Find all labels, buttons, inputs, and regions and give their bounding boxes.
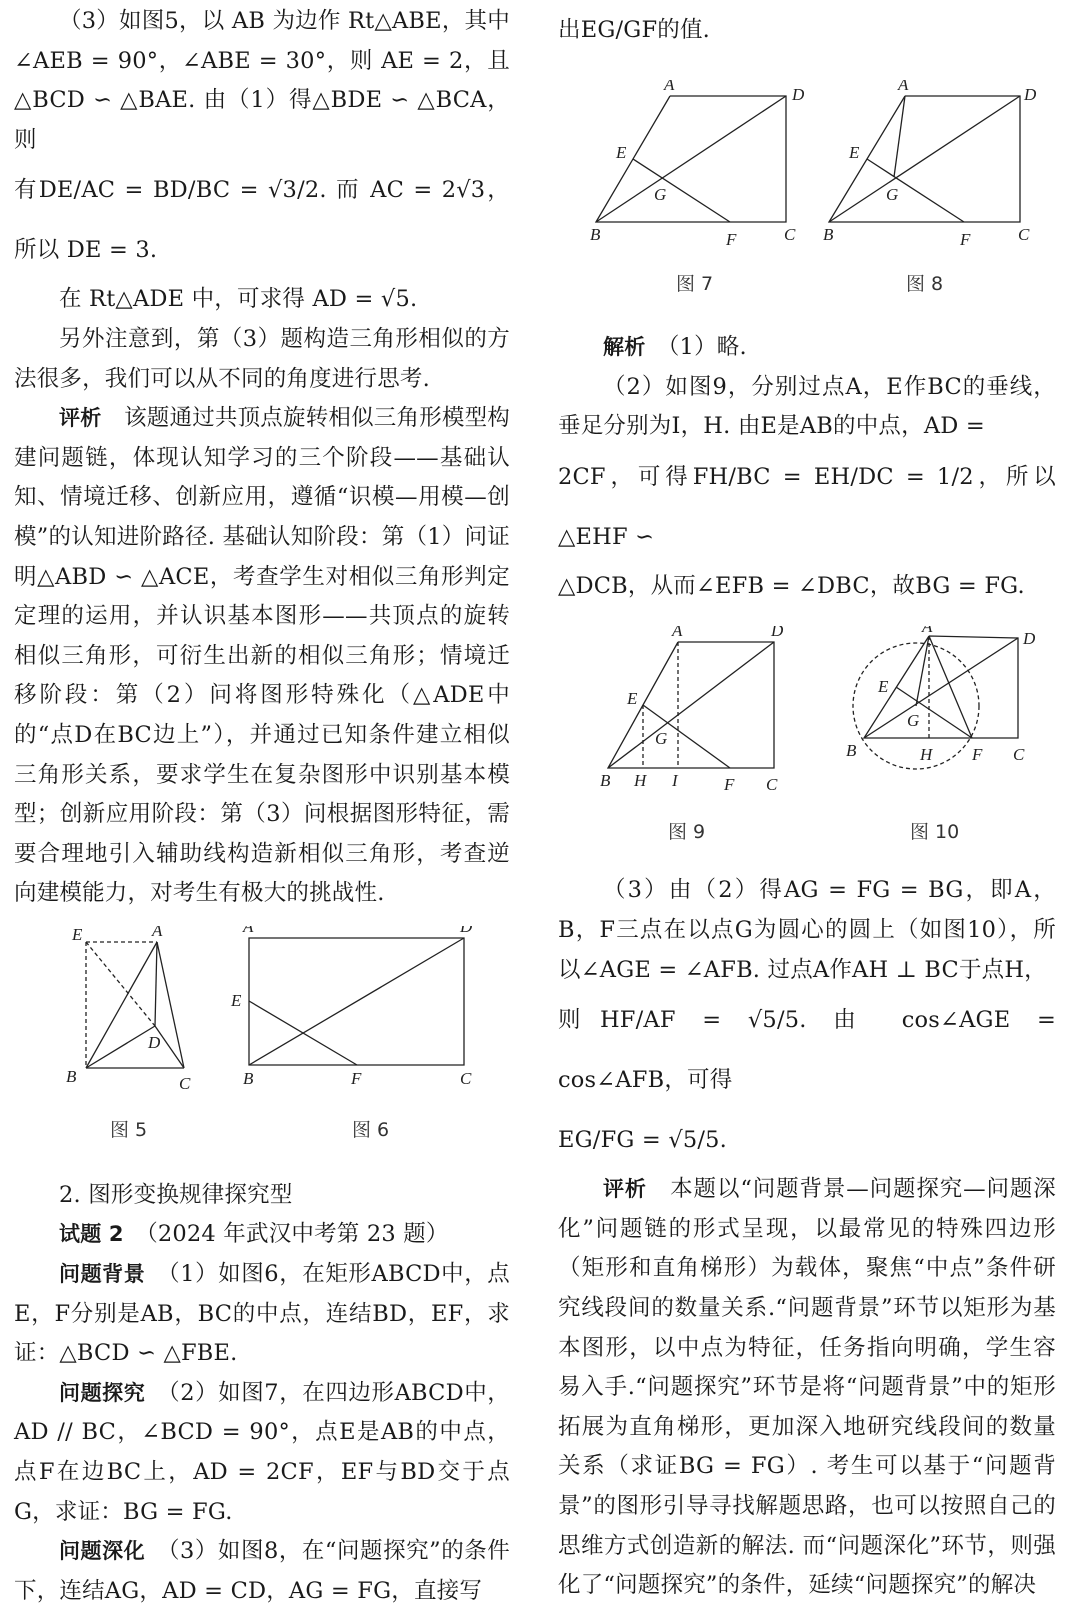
right-column <box>558 0 1056 1606</box>
fig7-caption: 图 7 <box>676 273 714 295</box>
figure-row-5-6 <box>14 926 510 1176</box>
q2-source: （2024 年武汉中考第 23 题） <box>146 1221 449 1248</box>
label-A10: A <box>922 626 933 637</box>
question-2-title <box>14 1215 510 1255</box>
background-text: （1）如图6，在矩形ABCD中，点E，F分别是AB，BC的中点，连结BD，EF，求证：△BCD ∽ △FBE. <box>14 1261 510 1367</box>
comment-paragraph-2 <box>558 1170 1056 1606</box>
fig9-caption: 图 9 <box>668 821 706 844</box>
solution-part1 <box>558 328 1056 368</box>
label-D10: D <box>1023 629 1036 649</box>
label-I9: I <box>672 771 678 791</box>
label-G10: G <box>907 711 920 731</box>
problem-deepen <box>14 1532 510 1611</box>
q2-label: 试题 2 <box>59 1222 124 1247</box>
figure-6 <box>230 926 473 1141</box>
solution-part3b: 则HF/AF = √5/5. 由 cos∠AGE = cos∠AFB，可得 <box>558 1007 1056 1094</box>
solution-label: 解析 <box>603 335 646 359</box>
fig5-caption: 图 5 <box>110 1118 148 1141</box>
figure-9 <box>600 626 784 843</box>
label-F8: F <box>960 230 971 249</box>
label-B6: B <box>243 1068 254 1088</box>
explore-label: 问题探究 <box>59 1380 146 1405</box>
label-D7: D <box>792 85 805 104</box>
figures-7-8 <box>558 80 1056 320</box>
figure-7 <box>590 80 805 295</box>
solution-part2b: 2CF，可得FH/BC = EH/DC = 1/2，所以△EHF ∽ <box>558 463 1056 550</box>
comment-paragraph <box>14 399 510 914</box>
comment-label-2: 评析 <box>603 1177 647 1202</box>
comment-text-2: 本题以“问题背景—问题探究—问题深化”问题链的形式呈现，以最常见的特殊四边形（矩形和直角梯形）为载体，聚焦“中点”条件研究线段间的数量关系.“问题背景”环节以矩形为基本图形，以中点为特征，任务指向明确，学生容易入手.“问题探究”环节是将“问题背景”中的矩形拓展为直角梯形，更加深入地研究线段间的数量关系（求证BG = FG）. 考生可以基于“问题背景”的图形引导寻找解题思路，也可以按照自己的思维方式创造新的解法. 而“问题深化”环节，则强化了“问题探究”的条件，延续“问题探究”的解决 <box>558 1176 1057 1599</box>
section-2-heading: 2. 图形变换规律探究型 <box>59 1181 293 1208</box>
solution-1: （1）略. <box>668 334 747 360</box>
label-A7: A <box>664 80 675 94</box>
label-B10: B <box>846 741 857 761</box>
label-G7: G <box>654 185 667 204</box>
label-C: C <box>179 1073 191 1093</box>
solution-part2c: △DCB，从而∠EFB = ∠DBC，故BG = FG. <box>558 572 1025 599</box>
label-A9: A <box>672 626 683 641</box>
figures-5-6 <box>14 926 510 1176</box>
label-E6: E <box>231 990 242 1010</box>
formula-eg-gf: 出EG/GF的值. <box>558 17 711 43</box>
figure-8 <box>823 80 1037 295</box>
deepen-text: （3）如图8，在“问题探究”的条件下，连结AG，AD = CD，AG = FG，直接写 <box>14 1538 510 1604</box>
left-column <box>14 0 510 1611</box>
label-H9: H <box>634 771 647 791</box>
label-E8: E <box>849 143 860 162</box>
figure-row-7-8 <box>558 80 1056 320</box>
label-F6: F <box>351 1068 362 1088</box>
fig6-caption: 图 6 <box>352 1118 390 1141</box>
label-A8: A <box>898 80 909 94</box>
label-C10: C <box>1013 745 1025 765</box>
label-C9: C <box>766 775 778 795</box>
label-G8: G <box>886 185 899 204</box>
label-G9: G <box>655 729 668 749</box>
solution-part3a: （3）由（2）得AG = FG = BG，即A，B，F三点在以点G为圆心的圆上（如图10），所以∠AGE = ∠AFB. 过点A作AH ⊥ BC于点H， <box>558 877 1056 983</box>
label-D9: D <box>771 626 784 641</box>
fig8-caption: 图 8 <box>906 273 944 295</box>
label-E10: E <box>878 677 889 697</box>
fig10-caption: 图 10 <box>910 821 960 844</box>
comment-label: 评析 <box>59 406 102 431</box>
label-C7: C <box>784 225 796 244</box>
comment-text: 该题通过共顶点旋转相似三角形模型构建问题链，体现认知学习的三个阶段——基础认知、情境迁移、创新应用，遵循“识模—用模—创模”的认知进阶路径. 基础认知阶段：第（1）问证明△ABD ∽ △ACE，考查学生对相似三角形判定定理的运用，并认识基本图形——共顶点的旋转相似三角形，可衍生出新的相似三角形；情境迁移阶段：第（2）问将图形特殊化（△ADE中的“点D在BC边上”），并通过已知条件建立相似三角形关系，要求学生在复杂图形中识别基本模型；创新应用阶段：第（3）问根据图形特征，需要合理地引入辅助线构造新相似三角形，考查逆向建模能力，对考生有极大的挑战性. <box>14 405 511 907</box>
formula-de-ac: 有DE/AC = BD/BC = √3/2. 而 AC = 2√3，所以 DE = 3. <box>14 177 510 264</box>
label-E9: E <box>627 689 638 709</box>
problem-explore <box>14 1374 510 1532</box>
label-E7: E <box>616 143 627 162</box>
paragraph-ad: 在 Rt△ADE 中，可求得 AD = √5. <box>59 286 418 313</box>
label-D8: D <box>1024 85 1037 104</box>
label-E: E <box>72 925 83 944</box>
explore-text: （2）如图7，在四边形ABCD中，AD // BC，∠BCD = 90°，点E是AB的中点，点F在边BC上，AD = 2CF，EF与BD交于点G，求证：BG = FG. <box>14 1379 510 1525</box>
label-F7: F <box>726 230 737 249</box>
label-B9: B <box>600 771 611 791</box>
label-F9: F <box>724 775 735 795</box>
solution-part3c: EG/FG = √5/5. <box>558 1127 728 1154</box>
deepen-label: 问题深化 <box>59 1539 146 1564</box>
figure-5 <box>66 926 191 1141</box>
label-A: A <box>152 925 163 940</box>
paragraph-note: 另外注意到，第（3）题构造三角形相似的方法很多，我们可以从不同的角度进行思考. <box>14 325 510 392</box>
label-D6: D <box>460 925 473 936</box>
figure-row-9-10 <box>558 626 1056 871</box>
label-F10: F <box>972 745 983 765</box>
label-B: B <box>66 1066 77 1086</box>
solution-part2a: （2）如图9，分别过点A，E作BC的垂线，垂足分别为I，H. 由E是AB的中点，AD = <box>558 373 1056 440</box>
label-B8: B <box>823 225 834 244</box>
background-label: 问题背景 <box>59 1262 146 1287</box>
paragraph-part3: （3）如图5，以 AB 为边作 Rt△ABE，其中∠AEB = 90°，∠ABE = 30°，则 AE = 2，且△BCD ∽ △BAE. 由（1）得△BDE ∽ △BCA，则 <box>14 8 510 153</box>
label-D: D <box>148 1032 161 1052</box>
figure-10 <box>846 626 1036 843</box>
figures-9-10 <box>558 626 1056 871</box>
label-A6: A <box>243 925 254 936</box>
label-C6: C <box>460 1068 472 1088</box>
label-H10: H <box>920 745 933 765</box>
problem-background <box>14 1255 510 1374</box>
label-C8: C <box>1018 225 1030 244</box>
label-B7: B <box>590 225 601 244</box>
